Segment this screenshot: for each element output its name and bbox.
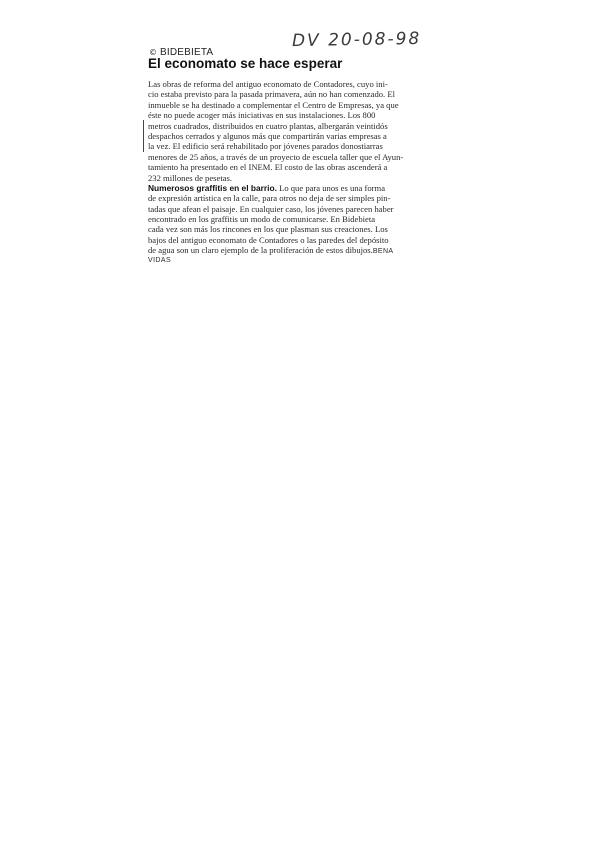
- text-line: la vez. El edificio será rehabilitado por jóvenes parados donostiarras: [148, 141, 383, 152]
- text-line: de expresión artística en la calle, para otros no deja de ser simples pin-: [148, 193, 391, 204]
- text-line: [148, 245, 432, 255]
- text-line: éste no puede acoger más iniciativas en sus instalaciones. Los 800: [148, 110, 376, 121]
- text-line: bajos del antiguo economato de Contadores o las paredes del depósito: [148, 234, 389, 245]
- text-line: [148, 183, 432, 193]
- text-fragment: de agua son un claro ejemplo de la proliferación de estos dibujos.: [148, 245, 373, 256]
- text-line: cada vez son más los rincones en los que plasman sus creaciones. Los: [148, 224, 388, 235]
- text-line: 232 millones de pesetas.: [148, 172, 233, 183]
- text-line: tamiento ha presentado en el INEM. El costo de las obras ascenderá a: [148, 162, 388, 173]
- margin-mark: [143, 120, 144, 152]
- handwritten-date-annotation: DV 20-08-98: [291, 28, 422, 52]
- paragraph-economato: [148, 79, 432, 183]
- text-line: inmueble se ha destinado a complementar el Centro de Empresas, ya que: [148, 99, 399, 110]
- section-mark-icon: ©: [149, 48, 157, 57]
- byline: BENA: [372, 248, 394, 256]
- article-body: [148, 79, 432, 266]
- text-line: metros cuadrados, distribuidos en cuatro plantas, albergarán veintidós: [148, 120, 388, 131]
- text-line: Las obras de reforma del antiguo economato de Contadores, cuyo ini-: [148, 79, 388, 89]
- text-fragment: Lo que para unos es una forma: [276, 182, 386, 193]
- text-line: tadas que afean el paisaje. En cualquier caso, los jóvenes parecen haber: [148, 203, 394, 214]
- article-headline: El economato se hace esperar: [148, 56, 343, 71]
- text-line: encontrado en los graffitis un modo de comunicarse. En Bidebieta: [148, 214, 376, 225]
- byline-continued: VIDAS: [148, 256, 172, 264]
- text-line: cio estaba previsto para la pasada primavera, aún no han comenzado. El: [148, 89, 395, 100]
- text-line: menores de 25 años, a través de un proyecto de escuela taller que el Ayun-: [148, 151, 404, 162]
- paragraph-graffitis: [148, 183, 432, 266]
- section-name: BIDEBIETA: [160, 47, 214, 58]
- paragraph-lead: Numerosos graffitis en el barrio.: [148, 182, 277, 193]
- text-line: despachos cerrados y algunos más que compartirán varias empresas a: [148, 130, 387, 141]
